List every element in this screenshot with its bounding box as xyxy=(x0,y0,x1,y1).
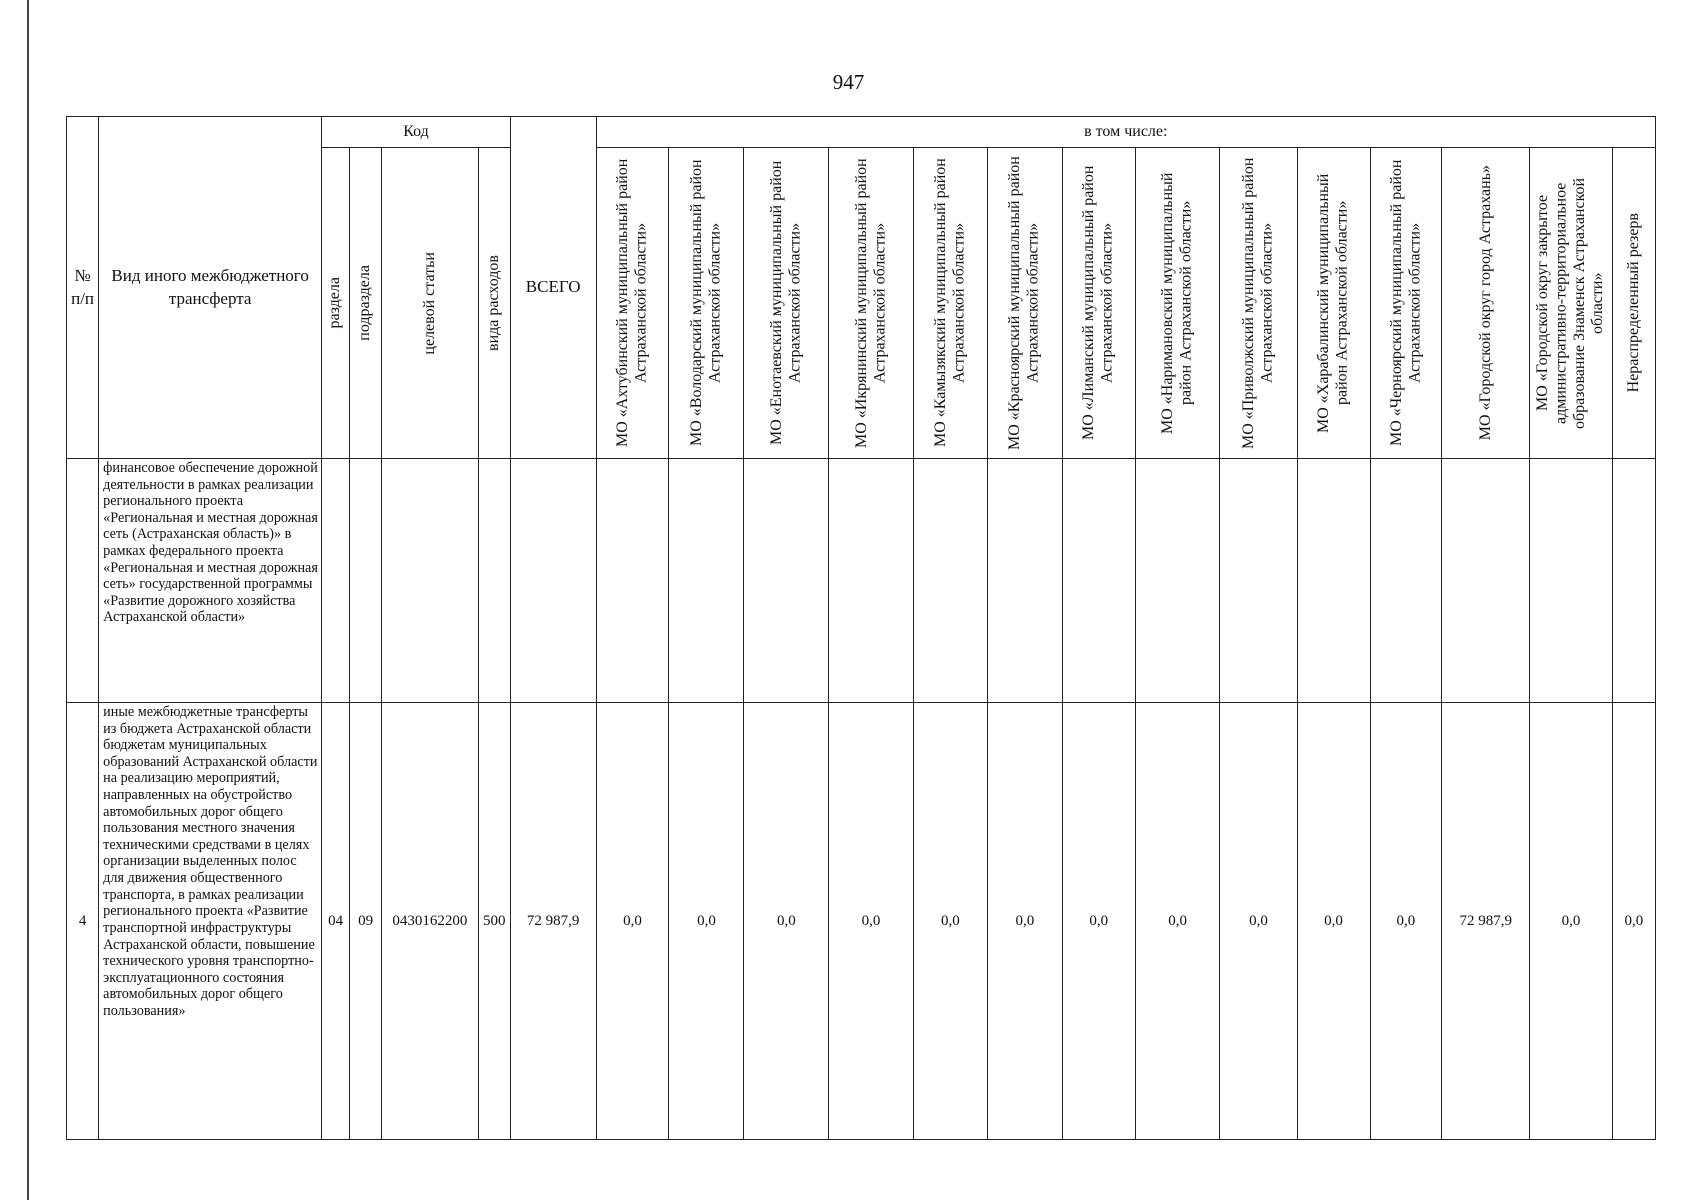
header-total: ВСЕГО xyxy=(510,117,596,459)
header-code-target: целевой статьи xyxy=(382,148,478,459)
row-value xyxy=(1530,459,1613,703)
row-value: 0,0 xyxy=(669,703,744,1140)
row-total xyxy=(510,459,596,703)
header-mo-astrakhan-city: МО «Городской округ город Астрахань» xyxy=(1442,148,1530,459)
header-mo-kharabalinsky: МО «Харабалинский муниципальный район Астраханской области» xyxy=(1297,148,1370,459)
header-mo-kamyzyaksky: МО «Камызякский муниципальный район Астраханской области» xyxy=(913,148,987,459)
header-code-group: Код xyxy=(322,117,511,148)
row-value xyxy=(829,459,914,703)
row-num xyxy=(67,459,99,703)
row-value xyxy=(1442,459,1530,703)
row-value xyxy=(987,459,1062,703)
row-expense-type: 500 xyxy=(478,703,510,1140)
table-row xyxy=(67,703,1656,1140)
row-value: 72 987,9 xyxy=(1442,703,1530,1140)
row-value: 0,0 xyxy=(913,703,987,1140)
transfer-table xyxy=(66,116,1656,1140)
row-value xyxy=(1370,459,1442,703)
row-value: 0,0 xyxy=(1220,703,1297,1140)
row-value xyxy=(744,459,829,703)
row-value: 0,0 xyxy=(1370,703,1442,1140)
row-value: 0,0 xyxy=(829,703,914,1140)
row-value xyxy=(1220,459,1297,703)
row-value: 0,0 xyxy=(1062,703,1135,1140)
margin-line xyxy=(27,0,29,1200)
row-value: 0,0 xyxy=(596,703,669,1140)
header-mo-chernoyarsky: МО «Черноярский муниципальный район Астраханской области» xyxy=(1370,148,1442,459)
header-mo-enotaevsky: МО «Енотаевский муниципальный район Астраханской области» xyxy=(744,148,829,459)
row-value: 0,0 xyxy=(744,703,829,1140)
row-subsection xyxy=(350,459,382,703)
row-value: 0,0 xyxy=(1530,703,1613,1140)
row-value xyxy=(913,459,987,703)
header-mo-limansky: МО «Лиманский муниципальный район Астраханской области» xyxy=(1062,148,1135,459)
header-mo-volodarsky: МО «Володарский муниципальный район Астраханской области» xyxy=(669,148,744,459)
header-including-group: в том числе: xyxy=(596,117,1655,148)
header-num: № п/п xyxy=(67,117,99,459)
header-mo-ikryaninsky: МО «Икрянинский муниципальный район Астраханской области» xyxy=(829,148,914,459)
row-value: 0,0 xyxy=(1135,703,1220,1140)
header-mo-narimanovsky: МО «Наримановский муниципальный район Астраханской области» xyxy=(1135,148,1220,459)
header-code-expense-type: вида расходов xyxy=(478,148,510,459)
row-expense-type xyxy=(478,459,510,703)
row-value xyxy=(1062,459,1135,703)
row-num: 4 xyxy=(67,703,99,1140)
row-value xyxy=(1297,459,1370,703)
header-mo-akhtubinsky: МО «Ахтубинский муниципальный район Астраханской области» xyxy=(596,148,669,459)
row-value: 0,0 xyxy=(1612,703,1655,1140)
header-mo-znamensk: МО «Городской округ закрытое административно-территориальное образование Знаменск Астраханской области» xyxy=(1530,148,1613,459)
header-mo-krasnoyarsky: МО «Красноярский муниципальный район Астраханской области» xyxy=(987,148,1062,459)
row-value: 0,0 xyxy=(1297,703,1370,1140)
table-row xyxy=(67,459,1656,703)
header-code-section: раздела xyxy=(322,148,350,459)
row-section xyxy=(322,459,350,703)
row-value xyxy=(669,459,744,703)
row-description: финансовое обеспечение дорожной деятельности в рамках реализации регионального проекта «Региональная и местная дорожная сеть (Астраханская область)» в рамках федерального проекта «Региональная и местная дорожная сеть» государственной программы «Развитие дорожного хозяйства Астраханской области» xyxy=(99,459,322,703)
row-subsection: 09 xyxy=(350,703,382,1140)
page-number: 947 xyxy=(832,70,865,94)
row-target xyxy=(382,459,478,703)
header-transfer-type: Вид иного межбюджетного трансферта xyxy=(99,117,322,459)
row-value xyxy=(1612,459,1655,703)
row-target: 0430162200 xyxy=(382,703,478,1140)
row-value xyxy=(1135,459,1220,703)
row-description: иные межбюджетные трансферты из бюджета Астраханской области бюджетам муниципальных образований Астраханской области на реализацию мероприятий, направленных на обустройство автомобильных дорог общего пользования местного значения техническими средствами в целях организации выделенных полос для движения общественного транспорта, в рамках реализации регионального проекта «Развитие транспортной инфраструктуры Астраханской области, повышение технического уровня транспортно-эксплуатационного состояния автомобильных дорог общего пользования» xyxy=(99,703,322,1140)
header-unallocated-reserve: Нераспределенный резерв xyxy=(1612,148,1655,459)
row-value xyxy=(596,459,669,703)
row-section: 04 xyxy=(322,703,350,1140)
header-code-subsection: подраздела xyxy=(350,148,382,459)
header-mo-privolzhsky: МО «Приволжский муниципальный район Астраханской области» xyxy=(1220,148,1297,459)
row-total: 72 987,9 xyxy=(510,703,596,1140)
row-value: 0,0 xyxy=(987,703,1062,1140)
